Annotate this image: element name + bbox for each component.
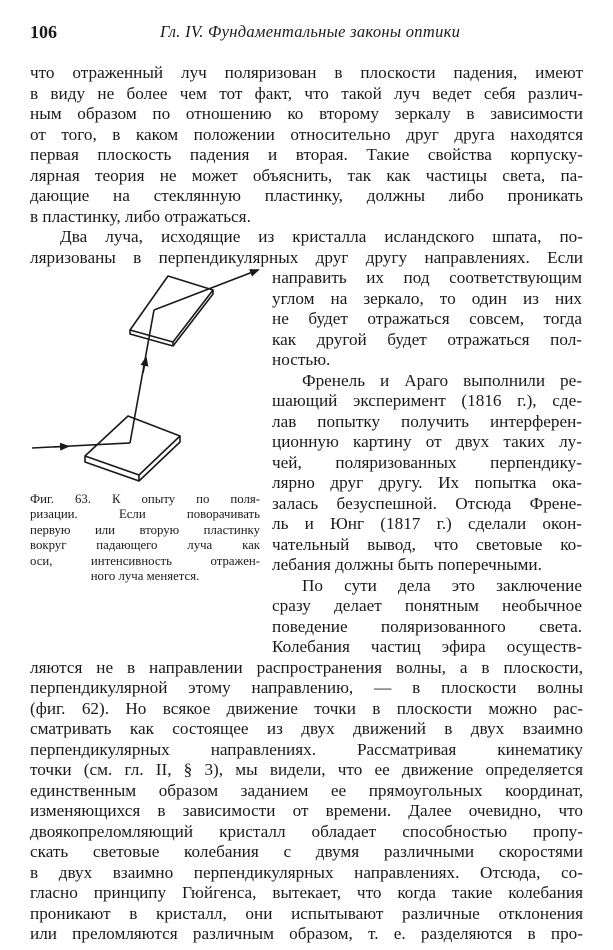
text-line: По сути дела это заключение <box>302 575 582 595</box>
text-line: изменяющихся в зависимости от времени. Далее очевидно, что <box>30 801 583 820</box>
text-line: направить их под соответствующим <box>272 268 582 287</box>
text-line: поведение поляризованного света. <box>272 616 582 636</box>
text-line: чательный вывод, что световые ко- <box>272 534 582 554</box>
text-line: гласно принципу Гюйгенса, вытекает, что когда такие колебания <box>30 883 583 902</box>
text-line: ляются не в направлении распространения волны, а в плоскости, <box>30 657 583 677</box>
text-line: не будет отражаться совсем, тогда <box>272 309 582 328</box>
text-line: в пластинку, либо отражаться. <box>30 206 251 226</box>
text-line: Колебания частиц эфира осуществ- <box>272 637 582 656</box>
text-line: лебания должны быть поперечными. <box>272 555 542 574</box>
page-number: 106 <box>30 22 57 42</box>
text-line: ционную картину от двух таких лу- <box>272 432 582 451</box>
caption-line: первую или вторую пластинку <box>30 522 260 537</box>
text-line: (фиг. 62). Но всякое движение точки в плоскости можно рас- <box>30 698 583 718</box>
text-line: или преломляются различным образом, т. е. разделяются в про- <box>30 924 583 943</box>
text-line: сразу делает понятным необычное <box>272 596 582 615</box>
text-line: перпендикулярной этому направлению, — в плоскости волны <box>30 678 583 697</box>
caption-line: Фиг. 63. К опыту по поля- <box>30 492 260 506</box>
text-line: лав попытку получить интерферен- <box>272 411 582 431</box>
text-line: проникают в кристалл, они испытывают различные отклонения <box>30 903 583 923</box>
text-line: в двух взаимно перпендикулярных направлениях. Отсюда, со- <box>30 862 583 882</box>
text-line: ль и Юнг (1817 г.) сделали окон- <box>272 514 582 533</box>
text-line: единственным образом заданием ее прямоугольных координат, <box>30 780 583 800</box>
text-line: что отраженный луч поляризован в плоскости падения, имеют <box>30 63 583 82</box>
running-title: Гл. IV. Фундаментальные законы оптики <box>160 22 461 41</box>
figure-caption <box>30 492 260 584</box>
text-line: ляризованы в перпендикулярных друг другу направлениях. Если <box>30 247 583 267</box>
text-line: точки (см. гл. II, § 3), мы видели, что ее движение определяется <box>30 760 583 779</box>
caption-line: ризации. Если поворачивать <box>30 507 260 522</box>
text-line: лярная теория не может объяснить, так как частицы света, па- <box>30 165 583 185</box>
text-line: первая плоскость падения и вторая. Такие свойства корпуску- <box>30 145 583 164</box>
text-line: сматривать как состоящее из двух движений в двух взаимно <box>30 719 583 738</box>
figure-63 <box>30 268 260 490</box>
caption-line: оси, интенсивность отражен- <box>30 553 260 568</box>
caption-line: вокруг падающего луча как <box>30 538 260 553</box>
text-line: залась безуспешной. Отсюда Френе- <box>272 493 582 513</box>
text-line: в виду не более чем тот факт, что такой луч ведет себя различ- <box>30 83 583 103</box>
text-line: скать световые колебания с двумя различными скоростями <box>30 842 583 861</box>
text-line: перпендикулярных направлениях. Рассматривая кинематику <box>30 739 583 759</box>
text-line: Два луча, исходящие из кристалла исландского шпата, по- <box>60 227 583 246</box>
text-line: лярно друг другу. Их попытка ока- <box>272 473 582 492</box>
text-line: ностью. <box>272 350 331 369</box>
text-line: ным образом по отношению ко второму зеркалу в зависимости <box>30 104 583 123</box>
caption-line: ного луча меняется. <box>90 568 200 583</box>
text-line: углом на зеркало, то один из них <box>272 288 582 308</box>
upper-glass-plate <box>130 276 213 346</box>
text-line: от того, в каком положении относительно друг друга находятся <box>30 124 583 144</box>
text-line: чей, поляризованных перпендику- <box>272 452 582 472</box>
polarization-diagram <box>30 268 260 490</box>
page-header <box>30 22 583 46</box>
text-line: дающие на стеклянную пластинку, должны либо проникать <box>30 186 583 205</box>
text-line: Френель и Араго выполнили ре- <box>302 370 582 390</box>
text-line: двоякопреломляющий кристалл обладает способностью пропу- <box>30 821 583 841</box>
text-line: шающий эксперимент (1816 г.), сде- <box>272 391 582 410</box>
text-line: как другой будет отражаться пол- <box>272 329 582 349</box>
